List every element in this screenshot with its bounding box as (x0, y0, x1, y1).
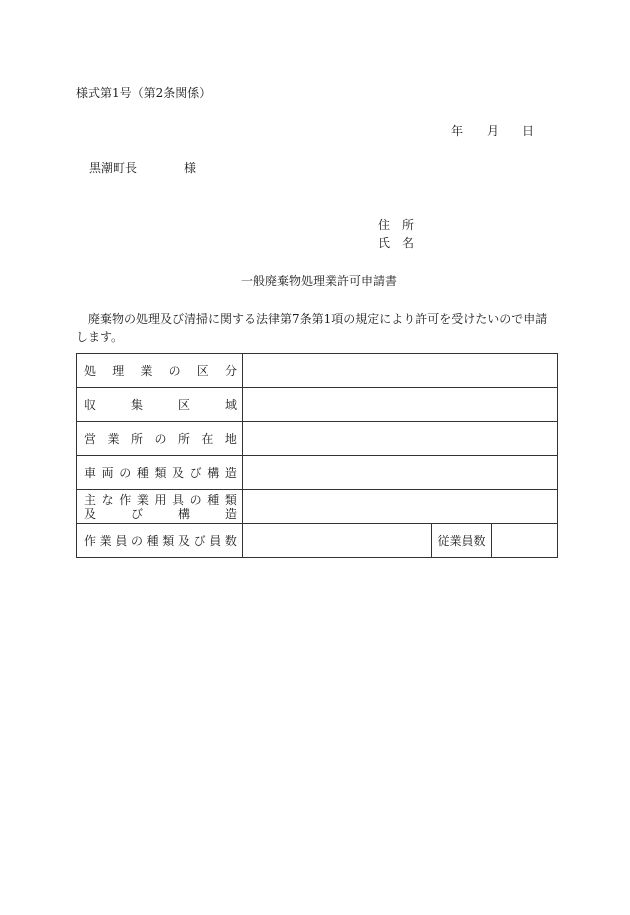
label-char: の (130, 533, 143, 548)
label-text (84, 466, 237, 480)
label-char: 種 (207, 492, 220, 507)
label-char: 及 (84, 506, 97, 521)
label-char: 処 (84, 363, 97, 378)
label-char: 種 (146, 533, 159, 548)
form-number: 様式第1号（第2条関係） (76, 86, 212, 100)
date-month: 月 (487, 124, 500, 138)
label-text (84, 364, 237, 378)
label-char: 用 (154, 492, 167, 507)
label-char: 車 (84, 465, 97, 480)
label-char: び (130, 506, 143, 521)
row-label (77, 388, 243, 422)
label-text (84, 493, 237, 507)
value-cell[interactable] (243, 388, 558, 422)
table-row (77, 456, 558, 490)
label-char: 類 (154, 465, 167, 480)
label-char: 類 (224, 492, 237, 507)
label-char: 員 (115, 533, 128, 548)
table-row (77, 490, 558, 524)
table-row (77, 524, 558, 558)
value-cell[interactable] (243, 422, 558, 456)
label-char: 主 (84, 492, 97, 507)
value-cell[interactable] (243, 456, 558, 490)
employee-count-label: 従業員数 (432, 524, 492, 558)
label-char: な (101, 492, 114, 507)
row-label (77, 456, 243, 490)
name-label: 氏 名 (378, 236, 415, 250)
label-char: 営 (84, 431, 97, 446)
label-char: 類 (162, 533, 175, 548)
label-char: 収 (84, 397, 97, 412)
label-text (84, 507, 237, 521)
address-label: 住 所 (378, 218, 415, 232)
label-char: び (193, 533, 206, 548)
label-char: 所 (130, 431, 143, 446)
label-text (84, 398, 237, 412)
label-char: の (168, 363, 181, 378)
label-char: 業 (107, 431, 120, 446)
label-text (84, 534, 237, 548)
date-day: 日 (522, 124, 535, 138)
label-char: 作 (119, 492, 132, 507)
label-char: び (189, 465, 202, 480)
row-label (77, 422, 243, 456)
label-char: 及 (172, 465, 185, 480)
label-char: 構 (177, 506, 190, 521)
label-char: 所 (177, 431, 190, 446)
label-char: 区 (177, 397, 190, 412)
label-char: 具 (172, 492, 185, 507)
label-char: の (119, 465, 132, 480)
document-title: 一般廃棄物処理業許可申請書 (241, 274, 398, 288)
row-label (77, 354, 243, 388)
label-char: 数 (224, 533, 237, 548)
table-row (77, 388, 558, 422)
value-cell[interactable] (243, 524, 432, 558)
label-char: 造 (224, 506, 237, 521)
label-char: の (154, 431, 167, 446)
label-char: 種 (136, 465, 149, 480)
value-cell[interactable] (243, 490, 558, 524)
label-char: 在 (201, 431, 214, 446)
value-cell[interactable] (243, 354, 558, 388)
table-row (77, 354, 558, 388)
label-char: 作 (84, 533, 97, 548)
label-char: 地 (224, 431, 237, 446)
label-char: 業 (99, 533, 112, 548)
label-char: 理 (112, 363, 125, 378)
label-char: 及 (177, 533, 190, 548)
addressee-name: 黒潮町長 (89, 161, 138, 175)
addressee-honorific: 様 (184, 161, 197, 175)
application-table (76, 353, 558, 558)
label-char: 域 (224, 397, 237, 412)
employee-count-cell[interactable] (492, 524, 558, 558)
label-char: 業 (140, 363, 153, 378)
label-char: 構 (207, 465, 220, 480)
label-char: 両 (101, 465, 114, 480)
label-char: 員 (209, 533, 222, 548)
label-char: 集 (130, 397, 143, 412)
label-char: 区 (196, 363, 209, 378)
label-char: の (189, 492, 202, 507)
body-text: 廃棄物の処理及び清掃に関する法律第7条第1項の規定により許可を受けたいので申請します。 (76, 312, 548, 344)
row-label (77, 524, 243, 558)
table-row (77, 422, 558, 456)
label-char: 分 (224, 363, 237, 378)
label-char: 業 (136, 492, 149, 507)
date-year: 年 (451, 124, 464, 138)
row-label (77, 490, 243, 524)
label-text (84, 432, 237, 446)
label-char: 造 (224, 465, 237, 480)
